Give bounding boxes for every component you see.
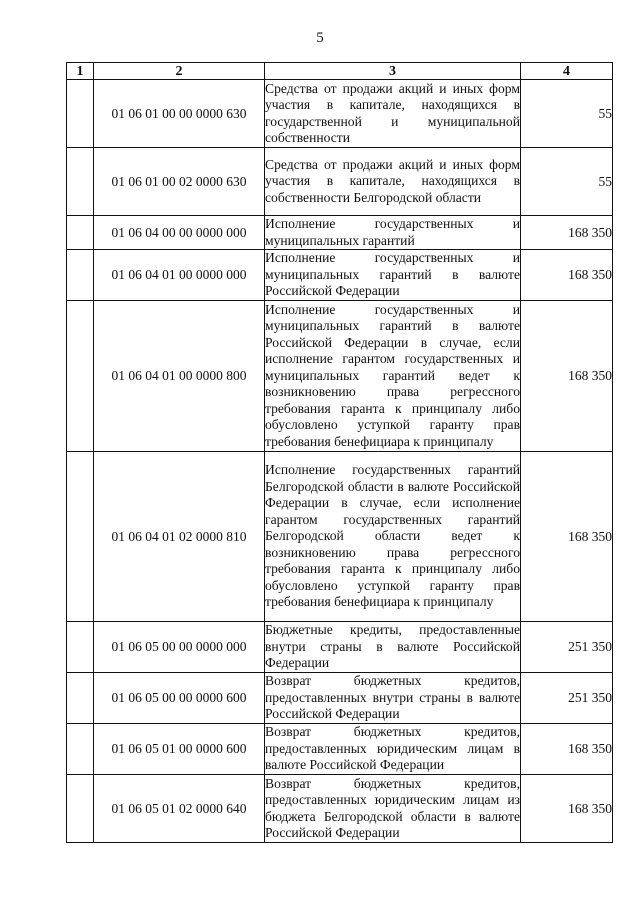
- row-index-cell: [67, 80, 94, 148]
- row-index-cell: [67, 724, 94, 775]
- budget-amount: 168 350: [521, 301, 613, 452]
- budget-code: 01 06 01 00 00 0000 630: [94, 80, 265, 148]
- budget-description: Средства от продажи акций и иных форм участия в капитале, находящихся в собственности Белгородской области: [265, 148, 521, 216]
- table-row: [67, 724, 613, 775]
- budget-description: Возврат бюджетных кредитов, предоставленных юридическим лицам в валюте Российской Федерации: [265, 724, 521, 775]
- budget-description: Возврат бюджетных кредитов, предоставленных юридическим лицам из бюджета Белгородской области в валюте Российской Федерации: [265, 775, 521, 843]
- budget-code: 01 06 05 00 00 0000 000: [94, 622, 265, 673]
- table-row: [67, 301, 613, 452]
- row-index-cell: [67, 452, 94, 622]
- row-index-cell: [67, 148, 94, 216]
- row-index-cell: [67, 301, 94, 452]
- budget-amount: 168 350: [521, 724, 613, 775]
- budget-amount: 251 350: [521, 673, 613, 724]
- budget-code: 01 06 04 01 00 0000 800: [94, 301, 265, 452]
- table-row: [67, 250, 613, 301]
- budget-code: 01 06 05 01 00 0000 600: [94, 724, 265, 775]
- table-row: [67, 216, 613, 250]
- header-col-1: 1: [67, 63, 94, 80]
- budget-amount: 55: [521, 148, 613, 216]
- row-index-cell: [67, 622, 94, 673]
- table-row: [67, 673, 613, 724]
- budget-code: 01 06 04 00 00 0000 000: [94, 216, 265, 250]
- budget-table: [66, 62, 613, 843]
- budget-description: Исполнение государственных и муниципальных гарантий в валюте Российской Федерации: [265, 250, 521, 301]
- table-row: [67, 775, 613, 843]
- budget-amount: 168 350: [521, 216, 613, 250]
- page-number: 5: [316, 30, 324, 46]
- table-row: [67, 148, 613, 216]
- budget-code: 01 06 04 01 02 0000 810: [94, 452, 265, 622]
- header-col-4: 4: [521, 63, 613, 80]
- header-col-3: 3: [265, 63, 521, 80]
- budget-amount: 251 350: [521, 622, 613, 673]
- table-row: [67, 452, 613, 622]
- header-col-2: 2: [94, 63, 265, 80]
- budget-code: 01 06 01 00 02 0000 630: [94, 148, 265, 216]
- row-index-cell: [67, 775, 94, 843]
- header-row: [67, 63, 613, 80]
- table-row: [67, 622, 613, 673]
- budget-description: Исполнение государственных гарантий Белгородской области в валюте Российской Федерации в случае, если исполнение гарантом государственных гарантий Белгородской области ведет к возникновению права регрессного требования гаранта к принципалу либо обусловлено уступкой гаранту прав требования бенефициара к принципалу: [265, 452, 521, 622]
- row-index-cell: [67, 216, 94, 250]
- budget-description: Исполнение государственных и муниципальных гарантий: [265, 216, 520, 248]
- budget-description: Исполнение государственных и муниципальных гарантий в валюте Российской Федерации в случае, если исполнение гарантом государственных и муниципальных гарантий ведет к возникновению права регрессного требования гаранта к принципалу либо обусловлено уступкой гаранту прав требования бенефициара к принципалу: [265, 301, 521, 452]
- row-index-cell: [67, 673, 94, 724]
- budget-description: Возврат бюджетных кредитов, предоставленных внутри страны в валюте Российской Федерации: [265, 673, 521, 724]
- budget-description: Средства от продажи акций и иных форм участия в капитале, находящихся в государственной и муниципальной собственности: [265, 80, 521, 148]
- budget-code: 01 06 05 00 00 0000 600: [94, 673, 265, 724]
- budget-amount: 168 350: [521, 452, 613, 622]
- budget-amount: 168 350: [521, 250, 613, 301]
- row-index-cell: [67, 250, 94, 301]
- budget-amount: 55: [521, 80, 613, 148]
- budget-code: 01 06 04 01 00 0000 000: [94, 250, 265, 301]
- budget-amount: 168 350: [521, 775, 613, 843]
- budget-description: Бюджетные кредиты, предоставленные внутри страны в валюте Российской Федерации: [265, 622, 521, 673]
- budget-code: 01 06 05 01 02 0000 640: [94, 775, 265, 843]
- table-row: [67, 80, 613, 148]
